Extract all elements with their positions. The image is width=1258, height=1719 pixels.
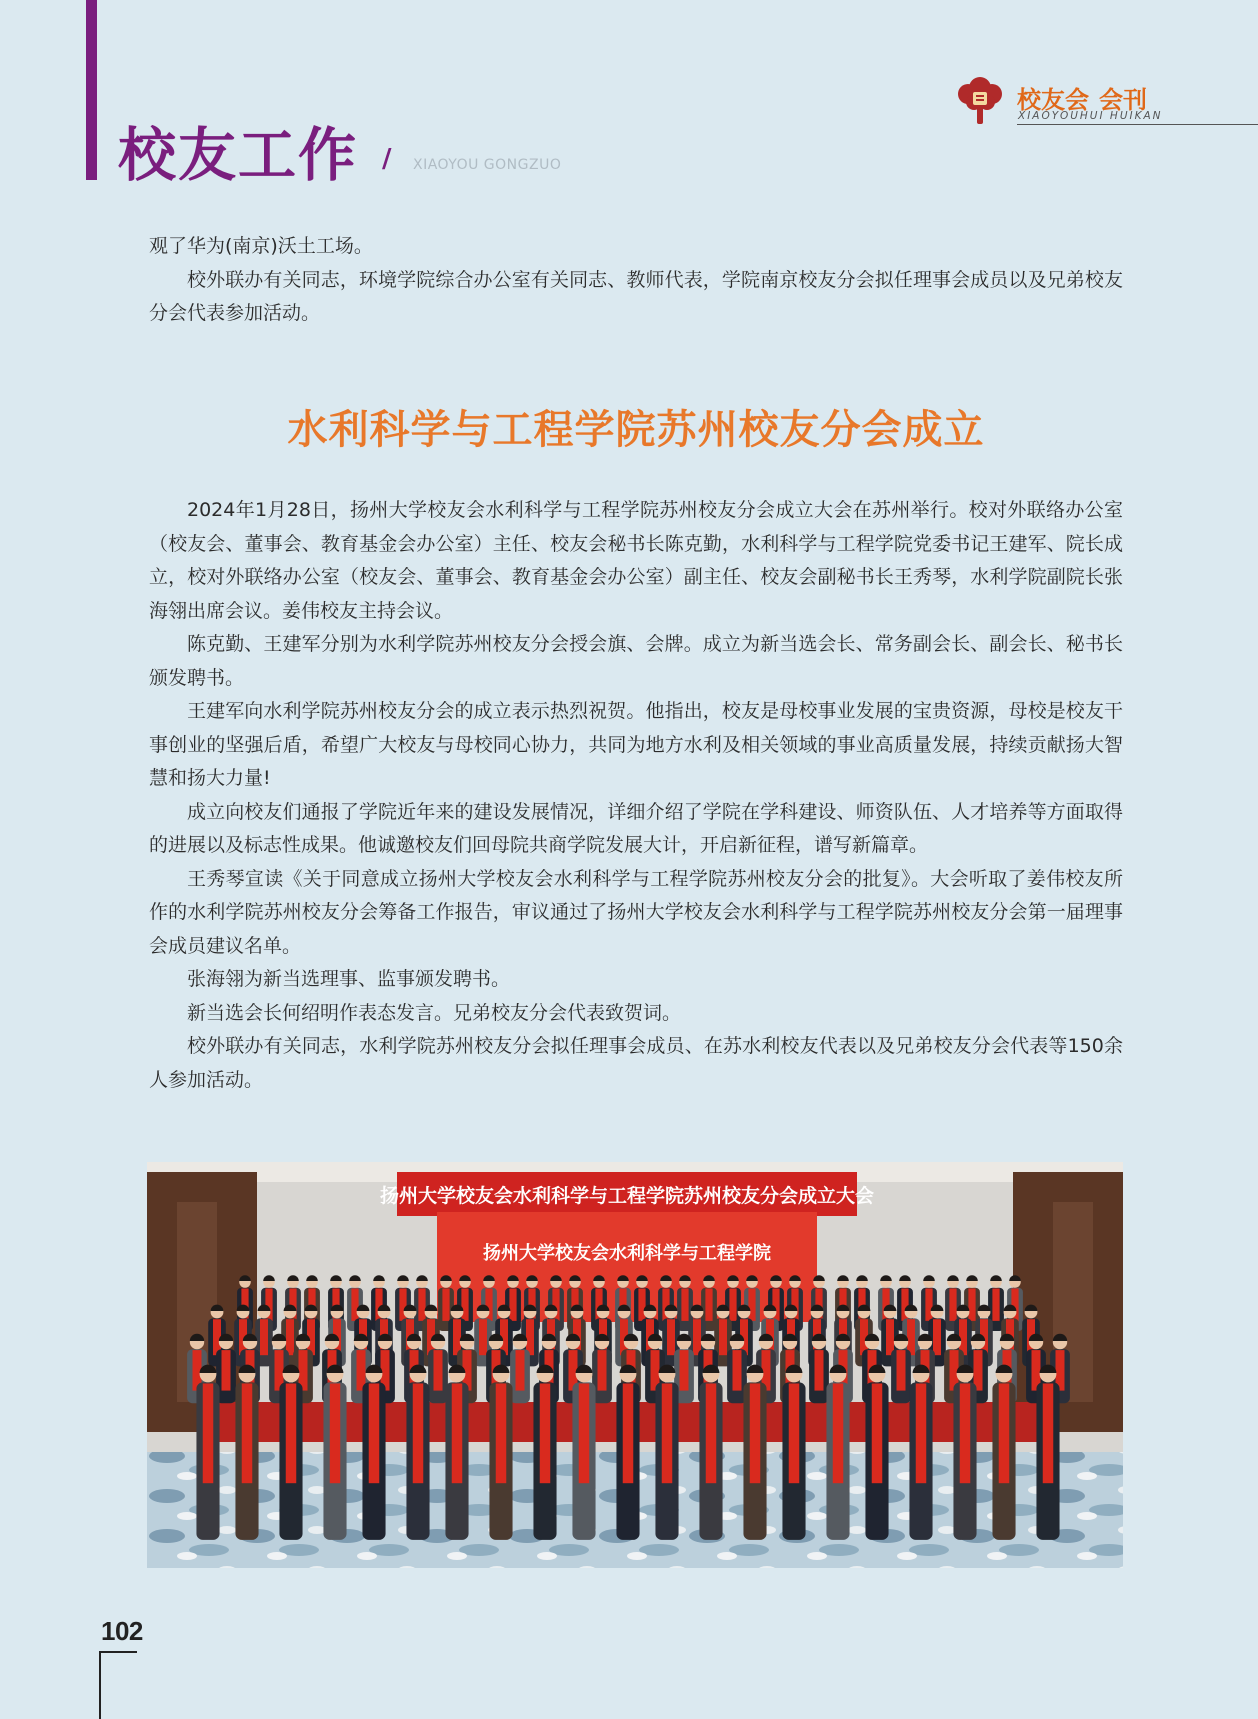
article-paragraph: 陈克勤、王建军分别为水利学院苏州校友分会授会旗、会牌。成立为新当选会长、常务副会长、副会长、秘书长颁发聘书。 [149,633,1123,689]
article-body [149,494,1123,1097]
section-title: 校友工作 [118,121,359,189]
screen-text: 扬州大学校友会水利科学与工程学院 [483,1243,771,1264]
article-paragraph: 成立向校友们通报了学院近年来的建设发展情况，详细介绍了学院在学科建设、师资队伍、人才培养等方面取得的进展以及标志性成果。他诚邀校友们回母院共商学院发展大计，开启新征程，谱写新篇章。 [149,800,1123,856]
article-paragraph: 新当选会长何绍明作表态发言。兄弟校友分会代表致贺词。 [187,1001,682,1024]
article-paragraph: 校外联办有关同志，水利学院苏州校友分会拟任理事会成员、在苏水利校友代表以及兄弟校友分会代表等150余人参加活动。 [149,1035,1123,1091]
article-paragraph: 王秀琴宣读《关于同意成立扬州大学校友会水利科学与工程学院苏州校友分会的批复》。大会听取了姜伟校友所作的水利学院苏州校友分会筹备工作报告，审议通过了扬州大学校友会水利科学与工程学院苏州校友分会第一届理事会成员建议名单。 [149,867,1123,957]
article-paragraph: 王建军向水利学院苏州校友分会的成立表示热烈祝贺。他指出，校友是母校事业发展的宝贵资源，母校是校友干事创业的坚强后盾，希望广大校友与母校同心协力，共同为地方水利及相关领域的事业高质量发展，持续贡献扬大智慧和扬大力量! [149,700,1123,789]
brand-issue-text: 会刊 [1099,86,1147,114]
alumni-association-logo-icon [954,76,1006,126]
intro-paragraph: 观了华为(南京)沃土工场。 [149,235,373,257]
article-paragraph: 2024年1月28日，扬州大学校友会水利科学与工程学院苏州校友分会成立大会在苏州举行。校对外联络办公室（校友会、董事会、教育基金会办公室）主任、校友会秘书长陈克勤，水利科学与工程学院党委书记王建军、院长成立，校对外联络办公室（校友会、董事会、教育基金会办公室）副主任、校友会副秘书长王秀琴，水利学院副院长张海翎出席会议。姜伟校友主持会议。 [149,499,1123,622]
intro-text [149,230,1123,331]
page-number: 102 [101,1616,143,1646]
article-title: 水利科学与工程学院苏州校友分会成立 [287,406,985,453]
section-accent-bar [86,0,97,180]
group-photo [147,1162,1123,1568]
page-corner-rule [99,1651,137,1653]
article-paragraph: 张海翎为新当选理事、监事颁发聘书。 [187,968,511,990]
section-title-en: XIAOYOU GONGZUO [413,157,562,173]
intro-paragraph: 校外联办有关同志，环境学院综合办公室有关同志、教师代表，学院南京校友分会拟任理事会成员以及兄弟校友分会代表参加活动。 [149,268,1123,324]
section-separator: / [382,144,392,174]
banner-text: 扬州大学校友会水利科学与工程学院苏州校友分会成立大会 [379,1185,875,1207]
brand-name-en: XIAOYOUHUI HUIKAN [1018,110,1163,122]
brand-name-text: 校友会 [1017,86,1089,114]
brand-underline [1017,124,1258,125]
page-corner-rule [99,1651,101,1719]
